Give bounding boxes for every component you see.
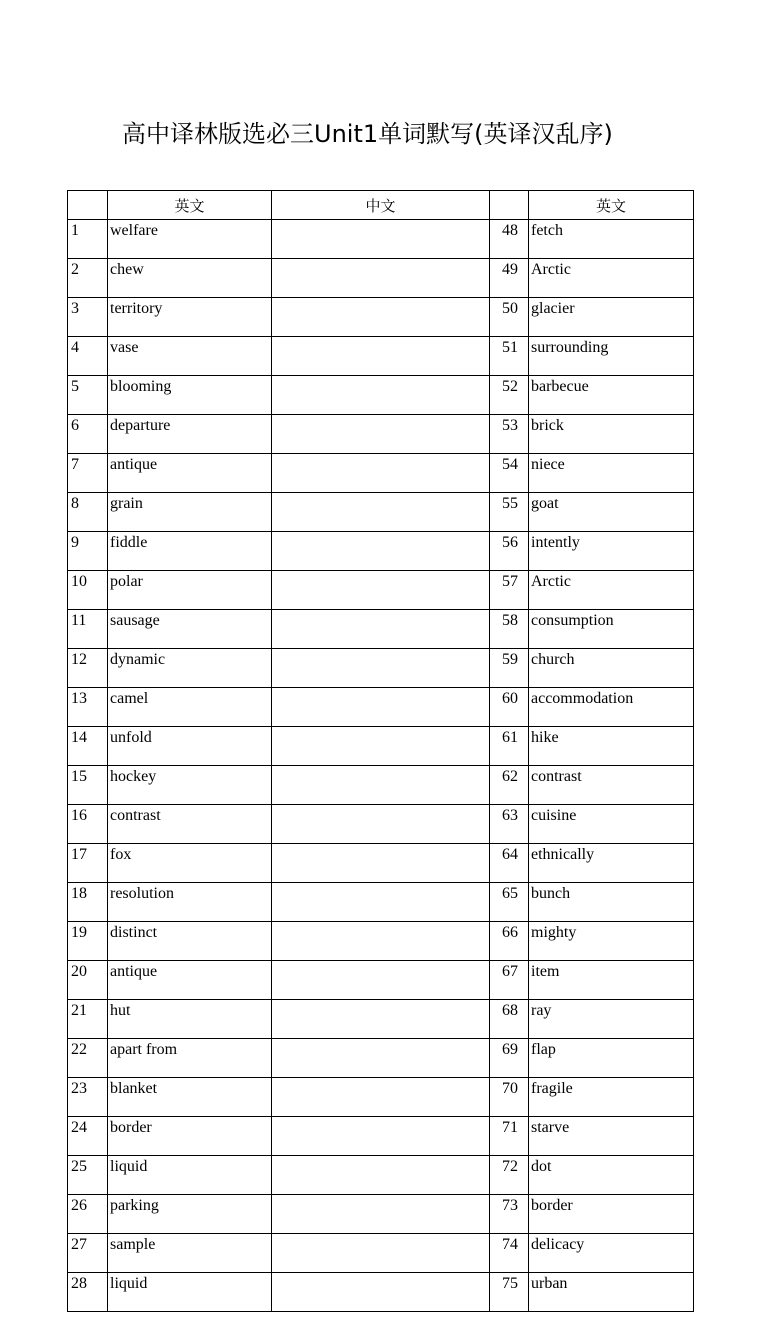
table-row [68, 337, 694, 376]
english-word: border [108, 1117, 272, 1156]
english-word: unfold [108, 727, 272, 766]
row-number-2: 73 [490, 1195, 529, 1234]
row-number: 4 [68, 337, 108, 376]
table-row [68, 649, 694, 688]
table-row [68, 1273, 694, 1312]
row-number-2: 67 [490, 961, 529, 1000]
english-word-2: surrounding [529, 337, 694, 376]
english-word: distinct [108, 922, 272, 961]
table-row [68, 454, 694, 493]
english-word-2: contrast [529, 766, 694, 805]
english-word-2: dot [529, 1156, 694, 1195]
row-number: 2 [68, 259, 108, 298]
english-word-2: ethnically [529, 844, 694, 883]
row-number: 12 [68, 649, 108, 688]
english-word: departure [108, 415, 272, 454]
table-row [68, 298, 694, 337]
row-number-2: 51 [490, 337, 529, 376]
header-num [68, 191, 108, 220]
chinese-answer-cell[interactable] [272, 532, 490, 571]
vocab-table [67, 190, 694, 1312]
chinese-answer-cell[interactable] [272, 220, 490, 259]
table-row [68, 727, 694, 766]
english-word-2: intently [529, 532, 694, 571]
chinese-answer-cell[interactable] [272, 259, 490, 298]
table-row [68, 1000, 694, 1039]
table-body [68, 220, 694, 1312]
english-word: liquid [108, 1156, 272, 1195]
row-number-2: 48 [490, 220, 529, 259]
english-word-2: Arctic [529, 259, 694, 298]
row-number-2: 59 [490, 649, 529, 688]
english-word: polar [108, 571, 272, 610]
chinese-answer-cell[interactable] [272, 1156, 490, 1195]
english-word-2: urban [529, 1273, 694, 1312]
row-number: 28 [68, 1273, 108, 1312]
table-row [68, 844, 694, 883]
row-number-2: 61 [490, 727, 529, 766]
english-word-2: glacier [529, 298, 694, 337]
row-number-2: 72 [490, 1156, 529, 1195]
row-number: 5 [68, 376, 108, 415]
header-chinese: 中文 [272, 191, 490, 220]
english-word-2: border [529, 1195, 694, 1234]
chinese-answer-cell[interactable] [272, 961, 490, 1000]
table-row [68, 493, 694, 532]
english-word: fox [108, 844, 272, 883]
row-number-2: 54 [490, 454, 529, 493]
row-number: 6 [68, 415, 108, 454]
row-number-2: 66 [490, 922, 529, 961]
chinese-answer-cell[interactable] [272, 1273, 490, 1312]
english-word-2: barbecue [529, 376, 694, 415]
row-number-2: 60 [490, 688, 529, 727]
row-number: 1 [68, 220, 108, 259]
row-number-2: 71 [490, 1117, 529, 1156]
table-row [68, 805, 694, 844]
english-word: liquid [108, 1273, 272, 1312]
row-number: 19 [68, 922, 108, 961]
row-number-2: 62 [490, 766, 529, 805]
row-number: 22 [68, 1039, 108, 1078]
english-word: parking [108, 1195, 272, 1234]
english-word-2: item [529, 961, 694, 1000]
chinese-answer-cell[interactable] [272, 571, 490, 610]
table-row [68, 1234, 694, 1273]
table-row [68, 610, 694, 649]
row-number-2: 69 [490, 1039, 529, 1078]
table-row [68, 688, 694, 727]
english-word: vase [108, 337, 272, 376]
english-word-2: hike [529, 727, 694, 766]
english-word: sausage [108, 610, 272, 649]
header-english-2: 英文 [529, 191, 694, 220]
header-num-2 [490, 191, 529, 220]
english-word-2: flap [529, 1039, 694, 1078]
chinese-answer-cell[interactable] [272, 610, 490, 649]
chinese-answer-cell[interactable] [272, 1195, 490, 1234]
english-word-2: fetch [529, 220, 694, 259]
row-number: 15 [68, 766, 108, 805]
table-row [68, 376, 694, 415]
row-number-2: 55 [490, 493, 529, 532]
english-word-2: mighty [529, 922, 694, 961]
english-word-2: fragile [529, 1078, 694, 1117]
table-row [68, 259, 694, 298]
table-row [68, 415, 694, 454]
english-word: blooming [108, 376, 272, 415]
row-number: 14 [68, 727, 108, 766]
english-word: hut [108, 1000, 272, 1039]
row-number: 27 [68, 1234, 108, 1273]
english-word-2: niece [529, 454, 694, 493]
row-number: 21 [68, 1000, 108, 1039]
header-english: 英文 [108, 191, 272, 220]
row-number: 24 [68, 1117, 108, 1156]
row-number: 3 [68, 298, 108, 337]
row-number: 20 [68, 961, 108, 1000]
page-title: 高中译林版选必三Unit1单词默写(英译汉乱序) [122, 120, 613, 148]
row-number: 26 [68, 1195, 108, 1234]
row-number: 9 [68, 532, 108, 571]
english-word-2: goat [529, 493, 694, 532]
row-number: 23 [68, 1078, 108, 1117]
row-number: 8 [68, 493, 108, 532]
english-word-2: starve [529, 1117, 694, 1156]
table-row [68, 1117, 694, 1156]
table-row [68, 961, 694, 1000]
english-word: resolution [108, 883, 272, 922]
row-number: 11 [68, 610, 108, 649]
row-number-2: 74 [490, 1234, 529, 1273]
chinese-answer-cell[interactable] [272, 454, 490, 493]
chinese-answer-cell[interactable] [272, 493, 490, 532]
english-word: blanket [108, 1078, 272, 1117]
english-word-2: consumption [529, 610, 694, 649]
row-number-2: 64 [490, 844, 529, 883]
row-number-2: 63 [490, 805, 529, 844]
chinese-answer-cell[interactable] [272, 1234, 490, 1273]
row-number: 17 [68, 844, 108, 883]
row-number: 10 [68, 571, 108, 610]
english-word: antique [108, 454, 272, 493]
english-word-2: church [529, 649, 694, 688]
table-row [68, 1039, 694, 1078]
table-row [68, 571, 694, 610]
chinese-answer-cell[interactable] [272, 1039, 490, 1078]
english-word-2: delicacy [529, 1234, 694, 1273]
english-word: chew [108, 259, 272, 298]
table-row [68, 532, 694, 571]
row-number: 13 [68, 688, 108, 727]
english-word: camel [108, 688, 272, 727]
chinese-answer-cell[interactable] [272, 1117, 490, 1156]
chinese-answer-cell[interactable] [272, 688, 490, 727]
chinese-answer-cell[interactable] [272, 1000, 490, 1039]
chinese-answer-cell[interactable] [272, 337, 490, 376]
chinese-answer-cell[interactable] [272, 1078, 490, 1117]
row-number: 25 [68, 1156, 108, 1195]
row-number-2: 53 [490, 415, 529, 454]
table-header-row [68, 191, 694, 220]
row-number-2: 52 [490, 376, 529, 415]
table-row [68, 766, 694, 805]
row-number-2: 70 [490, 1078, 529, 1117]
chinese-answer-cell[interactable] [272, 766, 490, 805]
english-word-2: brick [529, 415, 694, 454]
row-number: 18 [68, 883, 108, 922]
row-number-2: 50 [490, 298, 529, 337]
english-word-2: Arctic [529, 571, 694, 610]
chinese-answer-cell[interactable] [272, 922, 490, 961]
table-row [68, 883, 694, 922]
english-word: contrast [108, 805, 272, 844]
english-word: grain [108, 493, 272, 532]
row-number-2: 56 [490, 532, 529, 571]
english-word: dynamic [108, 649, 272, 688]
english-word-2: bunch [529, 883, 694, 922]
table-row [68, 220, 694, 259]
chinese-answer-cell[interactable] [272, 883, 490, 922]
chinese-answer-cell[interactable] [272, 376, 490, 415]
table-row [68, 1078, 694, 1117]
row-number-2: 57 [490, 571, 529, 610]
english-word: sample [108, 1234, 272, 1273]
table-row [68, 1195, 694, 1234]
english-word: welfare [108, 220, 272, 259]
english-word-2: cuisine [529, 805, 694, 844]
chinese-answer-cell[interactable] [272, 298, 490, 337]
english-word: hockey [108, 766, 272, 805]
english-word: territory [108, 298, 272, 337]
row-number: 7 [68, 454, 108, 493]
english-word: fiddle [108, 532, 272, 571]
table-row [68, 922, 694, 961]
row-number: 16 [68, 805, 108, 844]
chinese-answer-cell[interactable] [272, 727, 490, 766]
chinese-answer-cell[interactable] [272, 649, 490, 688]
english-word-2: accommodation [529, 688, 694, 727]
row-number-2: 65 [490, 883, 529, 922]
chinese-answer-cell[interactable] [272, 415, 490, 454]
english-word: apart from [108, 1039, 272, 1078]
row-number-2: 58 [490, 610, 529, 649]
row-number-2: 68 [490, 1000, 529, 1039]
chinese-answer-cell[interactable] [272, 805, 490, 844]
chinese-answer-cell[interactable] [272, 844, 490, 883]
row-number-2: 75 [490, 1273, 529, 1312]
table-row [68, 1156, 694, 1195]
english-word-2: ray [529, 1000, 694, 1039]
row-number-2: 49 [490, 259, 529, 298]
english-word: antique [108, 961, 272, 1000]
